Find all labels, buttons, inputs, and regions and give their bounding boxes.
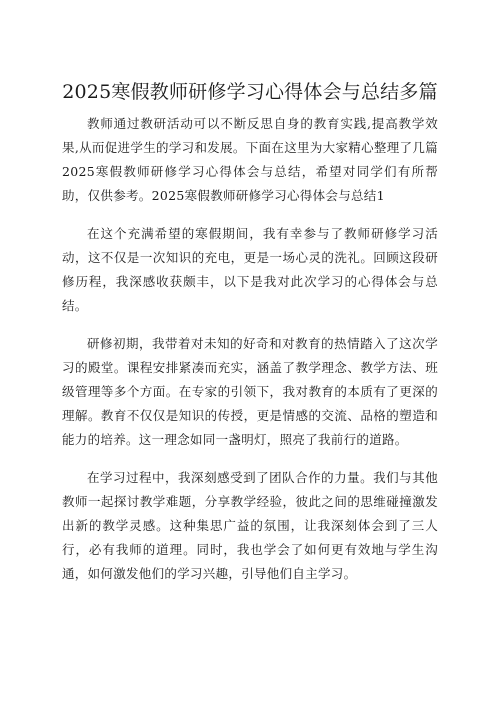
paragraph-gap xyxy=(62,318,438,332)
paragraph-gap xyxy=(62,208,438,222)
paragraph-3: 在学习过程中，我深刻感受到了团队合作的力量。我们与其他教师一起探讨教学难题，分享教学经验，彼此之间的思维碰撞激发出新的教学灵感。这种集思广益的氛围，让我深刻体会到了三人行，必有我师的道理。同时，我也学会了如何更有效地与学生沟通，如何激发他们的学习兴趣，引导他们自主学习。 xyxy=(62,470,438,581)
paragraph-gap xyxy=(62,452,438,466)
paragraph-2: 研修初期，我带着对未知的好奇和对教育的热情踏入了这次学习的殿堂。课程安排紧凑而充实，涵盖了教学理念、教学方法、班级管理等多个方面。在专家的引领下，我对教育的本质有了更深的理解。教育不仅仅是知识的传授，更是情感的交流、品格的塑造和能力的培养。这一理念如同一盏明灯，照亮了我前行的道路。 xyxy=(62,336,438,447)
paragraph-1: 在这个充满希望的寒假期间，我有幸参与了教师研修学习活动，这不仅是一次知识的充电，更是一场心灵的洗礼。回顾这段研修历程，我深感收获颇丰，以下是我对此次学习的心得体会与总结。 xyxy=(62,226,438,313)
document-title: 2025寒假教师研修学习心得体会与总结多篇 xyxy=(62,81,438,103)
paragraph-intro: 教师通过教研活动可以不断反思自身的教育实践,提高教学效果,从而促进学生的学习和发展。下面在这里为大家精心整理了几篇2025寒假教师研修学习心得体会与总结，希望对同学们有所帮助，仅供参考。2025寒假教师研修学习心得体会与总结1 xyxy=(62,116,438,203)
